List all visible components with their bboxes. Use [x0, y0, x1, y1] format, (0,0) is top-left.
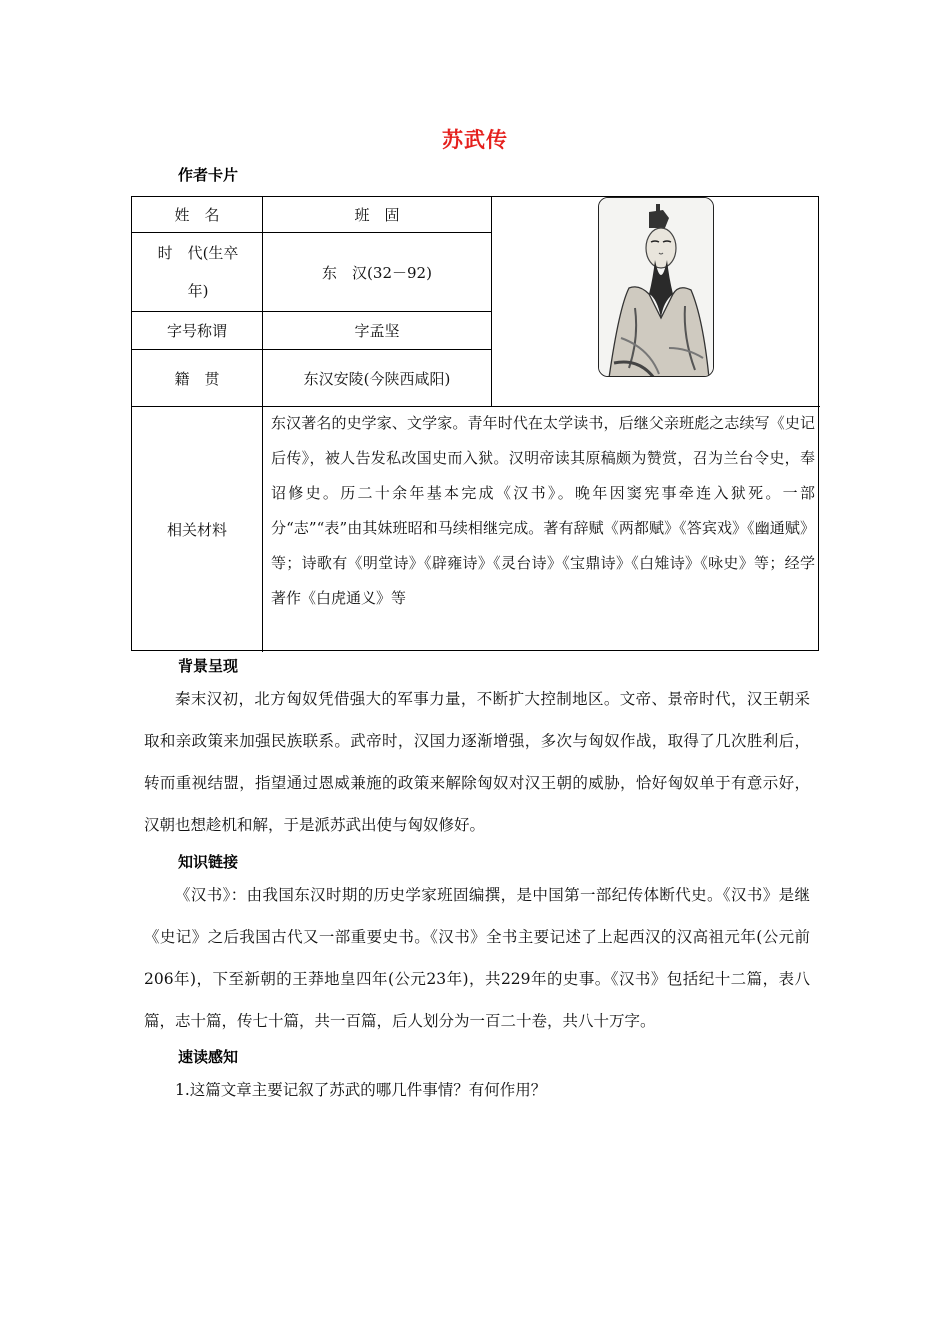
section-heading-background: 背景呈现	[178, 657, 239, 675]
question-1: 1.这篇文章主要记叙了苏武的哪几件事情？有何作用？	[175, 1081, 547, 1099]
name-value: 班 固	[354, 206, 400, 224]
name-label: 姓 名	[174, 206, 220, 224]
section-heading-knowledge: 知识链接	[178, 853, 239, 871]
origin-label: 籍 贯	[174, 369, 220, 388]
page-title: 苏武传	[442, 128, 508, 152]
knowledge-paragraph: 《汉书》：由我国东汉时期的历史学家班固编撰，是中国第一部纪传体断代史。《汉书》是继《史记》之后我国古代又一部重要史书。《汉书》全书主要记述了上起西汉的汉高祖元年(公元前206年)，下至新朝的王莽地皇四年(公元23年)，共229年的史事。《汉书》包括纪十二篇，表八篇，志十篇，传七十篇，共一百篇，后人划分为一百二十卷，共八十万字。	[144, 886, 810, 1030]
section-heading-speed-reading: 速读感知	[178, 1048, 239, 1066]
ban-gu-portrait-icon	[599, 198, 714, 377]
courtesy-value: 字孟坚	[354, 322, 400, 340]
origin-value: 东汉安陵(今陕西咸阳)	[303, 369, 451, 388]
material-label: 相关材料	[166, 521, 227, 539]
author-card-table	[131, 196, 819, 651]
era-value: 东 汉(32－92)	[322, 263, 432, 282]
section-heading-author-card: 作者卡片	[178, 166, 239, 184]
courtesy-label: 字号称谓	[166, 322, 227, 340]
era-label: 时 代(生卒年)	[157, 244, 239, 300]
material-text: 东汉著名的史学家、文学家。青年时代在太学读书，后继父亲班彪之志续写《史记后传》，被人告发私改国史而入狱。汉明帝读其原稿颇为赞赏，召为兰台令史，奉诏修史。历二十余年基本完成《汉书》。晚年因窦宪事牵连入狱死。一部分“志”“表”由其妹班昭和马续相继完成。著有辞赋《两都赋》《答宾戏》《幽通赋》等；诗歌有《明堂诗》《辟雍诗》《灵台诗》《宝鼎诗》《白雉诗》《咏史》等；经学著作《白虎通义》等	[271, 414, 815, 607]
portrait-image	[598, 197, 714, 377]
background-paragraph: 秦末汉初，北方匈奴凭借强大的军事力量，不断扩大控制地区。文帝、景帝时代，汉王朝采取和亲政策来加强民族联系。武帝时，汉国力逐渐增强，多次与匈奴作战，取得了几次胜利后，转而重视结盟，指望通过恩威兼施的政策来解除匈奴对汉王朝的威胁，恰好匈奴单于有意示好，汉朝也想趁机和解，于是派苏武出使与匈奴修好。	[144, 690, 810, 834]
